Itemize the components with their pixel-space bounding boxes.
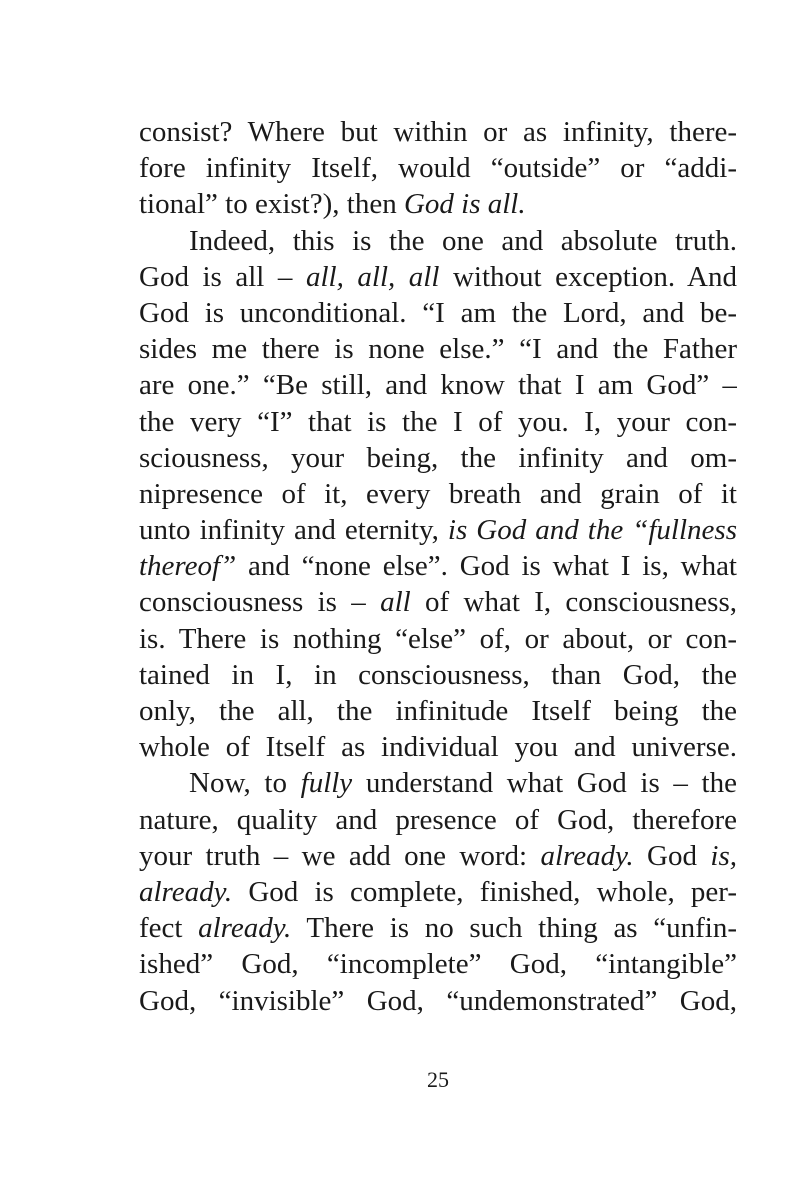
text-line <box>139 295 737 331</box>
text-run: tained in I, in consciousness, than God, the <box>139 658 737 691</box>
text-run: God is all – <box>139 260 306 293</box>
text-line <box>139 367 737 403</box>
text-run: are one.” “Be still, and know that I am God” – <box>139 369 737 402</box>
text-run: fore infinity Itself, would “outside” or “addi- <box>139 152 737 185</box>
text-run: nipresence of it, every breath and grain of it <box>139 477 737 510</box>
italic-text: already. <box>198 912 292 945</box>
paragraph <box>139 114 737 223</box>
italic-text: fully <box>300 767 353 800</box>
text-run: sides me there is none else.” “I and the Father <box>139 333 737 366</box>
text-run: of what I, consciousness, <box>410 586 737 619</box>
italic-text: is God and the “fullness <box>447 514 737 547</box>
page-number: 25 <box>427 1067 449 1092</box>
text-run: sciousness, your being, the infinity and om- <box>139 441 737 474</box>
text-run: consciousness is – <box>139 586 381 619</box>
text-line <box>139 512 737 548</box>
text-line <box>139 440 737 476</box>
text-run: the very “I” that is the I of you. I, your con- <box>139 405 737 438</box>
text-line <box>139 765 737 801</box>
paragraph <box>139 223 737 766</box>
text-line <box>139 983 737 1019</box>
text-run: God is complete, finished, whole, per- <box>232 875 737 908</box>
text-run: tional” to exist?), then <box>139 188 404 221</box>
text-run: your truth – we add one word: <box>139 839 541 872</box>
text-line <box>139 802 737 838</box>
text-line <box>139 693 737 729</box>
text-run: God, “invisible” God, “undemonstrated” God, <box>139 984 737 1017</box>
text-line <box>139 548 737 584</box>
text-line <box>139 910 737 946</box>
text-line <box>139 259 737 295</box>
italic-text: already. <box>139 875 233 908</box>
text-run: and “none else”. God is what I is, what <box>236 550 737 583</box>
body-text <box>139 114 737 1019</box>
text-line <box>139 584 737 620</box>
text-line <box>139 838 737 874</box>
text-run: consist? Where but within or as infinity, there- <box>139 116 737 148</box>
text-run: God is unconditional. “I am the Lord, and be- <box>139 296 737 329</box>
paragraph <box>139 765 737 1018</box>
text-run: Now, to <box>189 767 301 800</box>
text-run: without exception. And <box>439 260 737 293</box>
text-run: is. There is nothing “else” of, or about, or con- <box>139 622 737 655</box>
text-line <box>139 729 737 765</box>
text-run: God <box>633 839 711 872</box>
italic-text: already. <box>540 839 634 872</box>
text-run: unto infinity and eternity, <box>139 514 448 547</box>
text-line <box>139 404 737 440</box>
text-line <box>139 874 737 910</box>
text-line <box>139 476 737 512</box>
text-line <box>139 186 737 222</box>
text-run: ished” God, “incomplete” God, “intangible” <box>139 948 737 981</box>
text-line <box>139 621 737 657</box>
italic-text: thereof” <box>139 550 237 583</box>
text-line <box>139 114 737 150</box>
text-run: nature, quality and presence of God, therefore <box>139 803 737 836</box>
text-line <box>139 331 737 367</box>
text-line <box>139 657 737 693</box>
text-run: only, the all, the infinitude Itself being the <box>139 695 737 727</box>
italic-text: all <box>380 586 411 619</box>
text-run: fect <box>139 912 199 945</box>
text-line <box>139 150 737 186</box>
text-run: whole of Itself as individual you and universe. <box>139 731 737 764</box>
italic-text: God is all. <box>403 188 526 221</box>
text-line <box>139 946 737 982</box>
italic-text: is, <box>710 839 737 872</box>
text-run: There is no such thing as “unfin- <box>291 912 737 945</box>
text-run: understand what God is – the <box>352 767 737 800</box>
text-line <box>139 223 737 259</box>
italic-text: all, all, all <box>305 260 440 293</box>
text-run: Indeed, this is the one and absolute truth. <box>189 224 737 257</box>
